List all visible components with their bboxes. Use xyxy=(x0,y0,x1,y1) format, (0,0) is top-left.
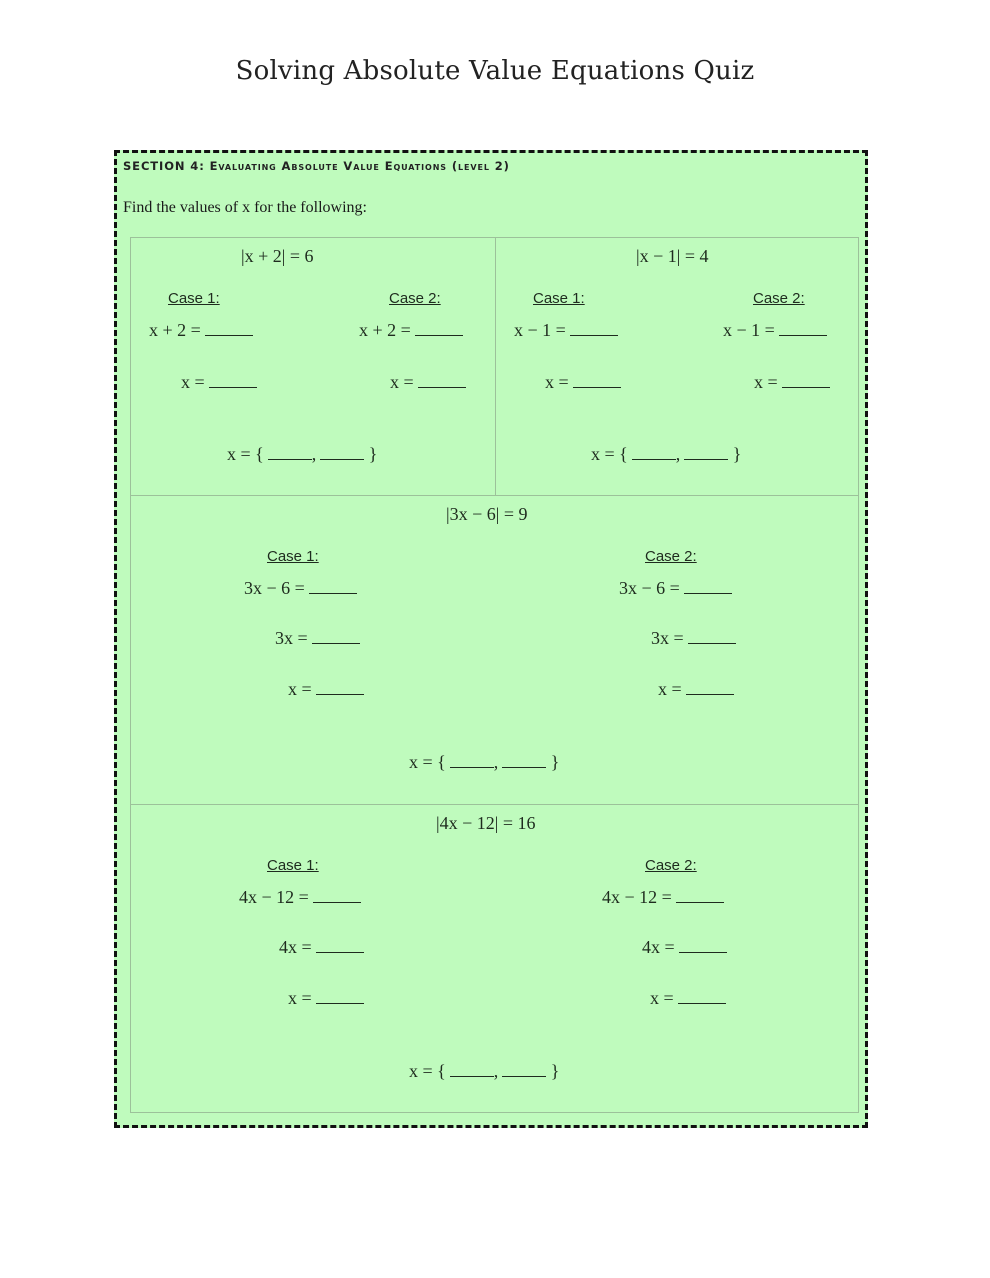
case-1-step-2: 4x = xyxy=(279,937,364,958)
case-2-step-1: 4x − 12 = xyxy=(602,887,724,908)
answer-blank[interactable] xyxy=(632,458,676,460)
answer-blank[interactable] xyxy=(502,1075,546,1077)
case-2-step-1: x − 1 = xyxy=(723,320,827,341)
case-1-step-2: x = xyxy=(545,372,621,393)
problems-grid xyxy=(130,237,859,1113)
case-2-step-3: x = xyxy=(650,988,726,1009)
answer-blank[interactable] xyxy=(418,386,466,388)
case-2-label: Case 2: xyxy=(645,548,697,565)
solution-set: x = { , } xyxy=(591,444,742,464)
instructions: Find the values of x for the following: xyxy=(123,199,367,216)
answer-blank[interactable] xyxy=(678,1002,726,1004)
case-2-label: Case 2: xyxy=(389,290,441,307)
case-1-step-3: x = xyxy=(288,988,364,1009)
case-1-step-2: x = xyxy=(181,372,257,393)
answer-blank[interactable] xyxy=(205,334,253,336)
case-2-step-2: 4x = xyxy=(642,937,727,958)
answer-blank[interactable] xyxy=(502,766,546,768)
case-2-step-2: x = xyxy=(754,372,830,393)
answer-blank[interactable] xyxy=(316,1002,364,1004)
answer-blank[interactable] xyxy=(415,334,463,336)
answer-blank[interactable] xyxy=(450,766,494,768)
problem-equation: |3x − 6| = 9 xyxy=(446,504,528,524)
answer-blank[interactable] xyxy=(573,386,621,388)
answer-blank[interactable] xyxy=(316,693,364,695)
solution-set: x = { , } xyxy=(227,444,378,464)
answer-blank[interactable] xyxy=(779,334,827,336)
case-2-step-3: x = xyxy=(658,679,734,700)
case-2-step-1: x + 2 = xyxy=(359,320,463,341)
case-1-step-1: 4x − 12 = xyxy=(239,887,361,908)
case-1-label: Case 1: xyxy=(267,857,319,874)
answer-blank[interactable] xyxy=(316,951,364,953)
case-2-step-2: 3x = xyxy=(651,628,736,649)
answer-blank[interactable] xyxy=(684,458,728,460)
case-2-label: Case 2: xyxy=(753,290,805,307)
problem-3 xyxy=(131,496,858,805)
case-1-label: Case 1: xyxy=(168,290,220,307)
solution-set: x = { , } xyxy=(409,1061,560,1081)
answer-blank[interactable] xyxy=(313,901,361,903)
answer-blank[interactable] xyxy=(268,458,312,460)
case-1-step-1: 3x − 6 = xyxy=(244,578,357,599)
solution-set: x = { , } xyxy=(409,752,560,772)
page-title: Solving Absolute Value Equations Quiz xyxy=(235,56,755,86)
answer-blank[interactable] xyxy=(782,386,830,388)
case-1-step-1: x − 1 = xyxy=(514,320,618,341)
answer-blank[interactable] xyxy=(688,642,736,644)
answer-blank[interactable] xyxy=(320,458,364,460)
case-2-step-2: x = xyxy=(390,372,466,393)
problem-equation: |x + 2| = 6 xyxy=(241,246,314,266)
problem-1 xyxy=(131,238,496,496)
case-2-step-1: 3x − 6 = xyxy=(619,578,732,599)
case-1-step-2: 3x = xyxy=(275,628,360,649)
problem-2 xyxy=(496,238,858,496)
answer-blank[interactable] xyxy=(676,901,724,903)
answer-blank[interactable] xyxy=(312,642,360,644)
problem-4 xyxy=(131,805,858,1112)
answer-blank[interactable] xyxy=(686,693,734,695)
answer-blank[interactable] xyxy=(679,951,727,953)
case-1-label: Case 1: xyxy=(267,548,319,565)
case-1-step-3: x = xyxy=(288,679,364,700)
quiz-section xyxy=(114,150,868,1128)
answer-blank[interactable] xyxy=(684,592,732,594)
section-heading: SECTION 4: Evaluating Absolute Value Equations (level 2) xyxy=(123,159,510,173)
problem-equation: |4x − 12| = 16 xyxy=(436,813,536,833)
answer-blank[interactable] xyxy=(450,1075,494,1077)
case-1-step-1: x + 2 = xyxy=(149,320,253,341)
case-1-label: Case 1: xyxy=(533,290,585,307)
problem-equation: |x − 1| = 4 xyxy=(636,246,709,266)
answer-blank[interactable] xyxy=(309,592,357,594)
answer-blank[interactable] xyxy=(209,386,257,388)
case-2-label: Case 2: xyxy=(645,857,697,874)
answer-blank[interactable] xyxy=(570,334,618,336)
